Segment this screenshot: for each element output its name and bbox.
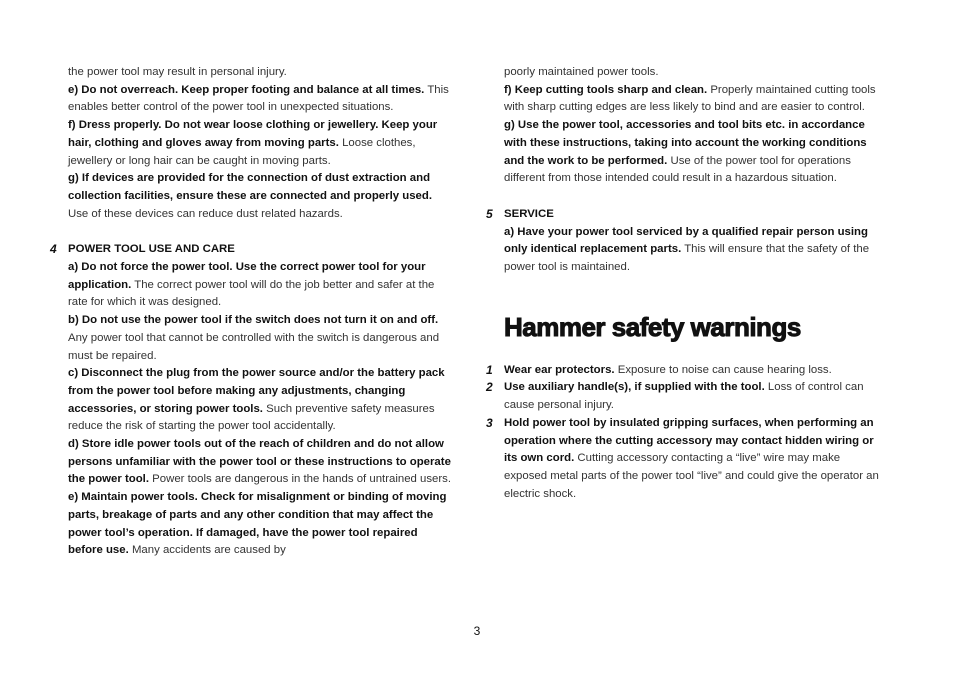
item-c-disconnect: c) Disconnect the plug from the power source and/or the battery pack from the power tool before making any adjustments, changing accessories, or storing power tools. Such preventive safety measures reduce the risk of starting the power tool accidentally.	[68, 367, 445, 433]
item-e-overreach: e) Do not overreach. Keep proper footing and balance at all times. This enables better control of the power tool in unexpected situations.	[68, 83, 449, 114]
section-number: 5	[486, 206, 493, 221]
warning-number: 3	[486, 415, 493, 430]
item-g-use-tool: g) Use the power tool, accessories and tool bits etc. in accordance with these instructions, taking into account the working conditions and the work to be performed. Use of the power tool for operations different from those intended could result in a hazardous situation.	[504, 119, 867, 185]
section-5	[486, 206, 886, 277]
item-a-force: a) Do not force the power tool. Use the correct power tool for your application. The correct power tool will do the job better and safer at the rate for which it was designed.	[68, 261, 435, 309]
section-number: 4	[50, 242, 57, 257]
section-4	[50, 241, 454, 560]
hammer-safety-heading: Hammer safety warnings	[504, 311, 801, 342]
warning-1: 1 Wear ear protectors. Exposure to noise can cause hearing loss.	[504, 362, 886, 380]
right-intro-text: poorly maintained power tools.	[504, 66, 659, 78]
left-intro-text: the power tool may result in personal injury.	[68, 66, 287, 78]
item-a-serviced: a) Have your power tool serviced by a qualified repair person using only identical replacement parts. This will ensure that the safety of the power tool is maintained.	[504, 225, 870, 274]
warning-2: 2 Use auxiliary handle(s), if supplied with the tool. Loss of control can cause personal injury.	[486, 380, 864, 412]
warning-number: 1	[486, 362, 493, 377]
warning-number: 2	[486, 380, 493, 395]
section-title: POWER TOOL USE AND CARE	[68, 243, 235, 256]
item-f-cutting-tools: f) Keep cutting tools sharp and clean. Properly maintained cutting tools with sharp cutting edges are less likely to bind and are easier to control.	[504, 83, 876, 114]
left-column	[50, 64, 454, 560]
warning-3: 3 Hold power tool by insulated gripping surfaces, when performing an operation where the cutting accessory may contact hidden wiring or its own cord. Cutting accessory contacting a “live” wire may make exposed metal parts of the power tool “live” and could give the operator an electric shock.	[486, 415, 879, 500]
item-b-switch: b) Do not use the power tool if the switch does not turn it on and off. Any power tool that cannot be controlled with the switch is dangerous and must be repaired.	[68, 314, 440, 362]
item-g-dust-extraction: g) If devices are provided for the connection of dust extraction and collection facilities, ensure these are connected and properly used. Use of these devices can reduce dust related hazards.	[68, 172, 432, 220]
right-column	[486, 64, 886, 503]
section-title: SERVICE	[504, 207, 554, 220]
item-f-dress-properly: f) Dress properly. Do not wear loose clothing or jewellery. Keep your hair, clothing and gloves away from moving parts. Loose clothes, jewellery or long hair can be caught in moving parts.	[68, 119, 438, 167]
item-d-store-idle: d) Store idle power tools out of the reach of children and do not allow persons unfamiliar with the power tool or these instructions to operate the power tool. Power tools are dangerous in the hands of untrained users.	[68, 438, 452, 486]
page-number: 3	[473, 624, 481, 638]
item-e-maintain: e) Maintain power tools. Check for misalignment or binding of moving parts, breakage of parts and any other condition that may affect the power tool’s operation. If damaged, have the power tool repaired before use. Many accidents are caused by	[68, 491, 447, 557]
